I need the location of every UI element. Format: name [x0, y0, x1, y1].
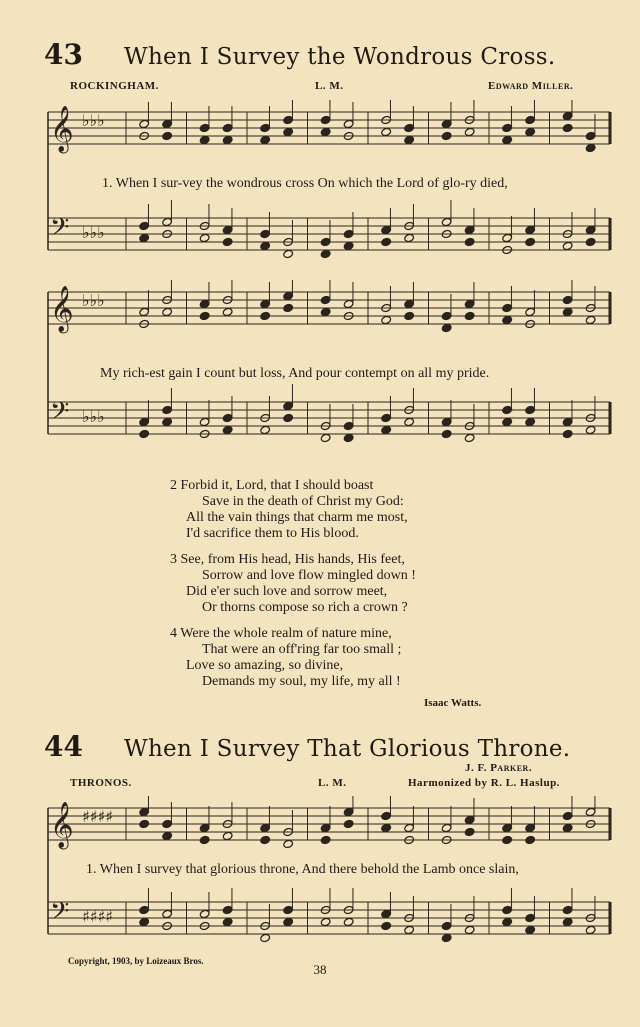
note-head	[283, 917, 294, 926]
note-head	[162, 909, 173, 918]
note-head	[502, 917, 513, 926]
note-head	[502, 835, 513, 844]
note-head	[320, 115, 331, 124]
note-head	[502, 823, 513, 832]
note-head	[464, 127, 475, 136]
verses-block	[170, 478, 490, 700]
note-head	[260, 123, 271, 132]
key-signature-icon: ♭♭♭	[82, 407, 105, 426]
note-head	[343, 229, 354, 238]
note-head	[585, 131, 596, 140]
note-head	[139, 429, 150, 438]
note-head	[283, 249, 294, 258]
note-head	[404, 311, 415, 320]
verse-line: Save in the death of Christ my God:	[202, 494, 404, 509]
note-head	[343, 119, 354, 128]
note-head	[343, 241, 354, 250]
note-head	[441, 217, 452, 226]
note-head	[139, 905, 150, 914]
note-head	[562, 241, 573, 250]
note-head	[199, 135, 210, 144]
note-head	[199, 123, 210, 132]
note-head	[464, 237, 475, 246]
hymn-number: 44	[44, 730, 83, 763]
note-head	[381, 811, 392, 820]
note-head	[222, 413, 233, 422]
note-head	[525, 405, 536, 414]
note-head	[343, 421, 354, 430]
note-head	[162, 217, 173, 226]
note-head	[260, 311, 271, 320]
note-head	[260, 135, 271, 144]
note-head	[199, 909, 210, 918]
note-head	[525, 823, 536, 832]
verse-2	[170, 478, 490, 542]
note-head	[441, 131, 452, 140]
verse-line: Or thorns compose so rich a crown ?	[202, 600, 408, 615]
note-head	[525, 115, 536, 124]
note-head	[283, 303, 294, 312]
note-head	[139, 819, 150, 828]
note-head	[404, 925, 415, 934]
note-head	[320, 237, 331, 246]
note-head	[260, 241, 271, 250]
note-head	[381, 413, 392, 422]
note-head	[199, 823, 210, 832]
composer: J. F. Parker.	[465, 762, 533, 774]
hymn-title: When I Survey the Wondrous Cross.	[124, 44, 556, 70]
note-head	[260, 933, 271, 942]
note-head	[381, 823, 392, 832]
note-head	[441, 429, 452, 438]
note-head	[260, 425, 271, 434]
verse-line: Did e'er such love and sorrow meet,	[186, 584, 388, 599]
note-head	[381, 127, 392, 136]
note-head	[162, 131, 173, 140]
page-number: 38	[313, 962, 327, 977]
note-head	[343, 917, 354, 926]
note-head	[585, 807, 596, 816]
verse-4	[170, 626, 490, 690]
treble-clef-icon: 𝄞	[50, 106, 74, 152]
note-head	[222, 831, 233, 840]
bass-clef-icon: 𝄢	[50, 897, 70, 932]
hymn-number: 43	[44, 38, 83, 71]
note-head	[139, 417, 150, 426]
note-head	[464, 925, 475, 934]
note-head	[562, 123, 573, 132]
note-head	[441, 933, 452, 942]
note-head	[320, 917, 331, 926]
note-head	[199, 835, 210, 844]
note-head	[502, 905, 513, 914]
note-head	[381, 237, 392, 246]
tune-name: ROCKINGHAM.	[70, 80, 159, 92]
harmonizer: Harmonized by R. L. Haslup.	[408, 777, 560, 789]
note-head	[139, 807, 150, 816]
note-head	[283, 839, 294, 848]
note-head	[222, 135, 233, 144]
note-head	[502, 303, 513, 312]
hymn-title: When I Survey That Glorious Throne.	[124, 736, 571, 762]
copyright: Copyright, 1903, by Loizeaux Bros.	[68, 956, 204, 966]
note-head	[404, 135, 415, 144]
note-head	[502, 315, 513, 324]
note-head	[343, 819, 354, 828]
note-head	[585, 143, 596, 152]
note-head	[525, 925, 536, 934]
note-head	[199, 417, 210, 426]
note-head	[283, 291, 294, 300]
note-head	[222, 307, 233, 316]
note-head	[139, 917, 150, 926]
note-head	[162, 819, 173, 828]
note-head	[464, 433, 475, 442]
note-head	[320, 307, 331, 316]
note-head	[320, 823, 331, 832]
meter: L. M.	[315, 80, 344, 92]
bass-staff	[48, 402, 610, 434]
note-head	[562, 111, 573, 120]
note-head	[464, 299, 475, 308]
note-head	[162, 119, 173, 128]
note-head	[320, 433, 331, 442]
note-head	[199, 233, 210, 242]
treble-clef-icon: 𝄞	[50, 802, 74, 848]
verse-line: All the vain things that charm me most,	[186, 510, 408, 525]
key-signature-icon: ♭♭♭	[82, 223, 105, 242]
note-head	[441, 119, 452, 128]
note-head	[404, 233, 415, 242]
note-head	[441, 417, 452, 426]
note-head	[502, 233, 513, 242]
note-head	[139, 233, 150, 242]
note-head	[502, 123, 513, 132]
bass-staff	[48, 218, 610, 250]
note-head	[381, 425, 392, 434]
note-head	[525, 225, 536, 234]
verse-line: Sorrow and love flow mingled down !	[202, 568, 416, 583]
verse-line: Demands my soul, my life, my all !	[202, 674, 401, 689]
note-head	[562, 905, 573, 914]
note-head	[404, 123, 415, 132]
author: Isaac Watts.	[424, 697, 482, 709]
note-head	[320, 295, 331, 304]
note-head	[139, 307, 150, 316]
note-head	[525, 913, 536, 922]
note-head	[502, 417, 513, 426]
lyric-line-1: 1. When I sur-vey the wondrous cross On which the Lord of glo-ry died,	[102, 176, 508, 191]
note-head	[562, 811, 573, 820]
lyric-line-3: 1. When I survey that glorious throne, And there behold the Lamb once slain,	[86, 862, 519, 877]
note-head	[222, 225, 233, 234]
note-head	[162, 831, 173, 840]
note-head	[585, 425, 596, 434]
note-head	[502, 135, 513, 144]
note-head	[502, 405, 513, 414]
tune-name: THRONOS.	[70, 777, 132, 789]
key-signature-icon: ♭♭♭	[82, 111, 105, 130]
verse-3	[170, 552, 490, 616]
note-head	[525, 307, 536, 316]
note-head	[562, 295, 573, 304]
note-head	[381, 921, 392, 930]
note-head	[162, 417, 173, 426]
note-head	[464, 827, 475, 836]
treble-staff	[48, 808, 610, 840]
verse-line: That were an off'ring far too small ;	[202, 642, 402, 657]
note-head	[441, 323, 452, 332]
note-head	[260, 823, 271, 832]
note-head	[222, 425, 233, 434]
note-head	[320, 249, 331, 258]
note-head	[562, 917, 573, 926]
note-head	[139, 119, 150, 128]
note-head	[320, 127, 331, 136]
composer: Edward Miller.	[488, 80, 574, 92]
bass-clef-icon: 𝄢	[50, 397, 70, 432]
lyric-line-2: My rich-est gain I count but loss, And pour contempt on all my pride.	[100, 366, 490, 381]
note-head	[441, 921, 452, 930]
note-head	[283, 905, 294, 914]
note-head	[260, 299, 271, 308]
note-head	[562, 823, 573, 832]
verse-line: I'd sacrifice them to His blood.	[186, 526, 359, 541]
note-head	[525, 417, 536, 426]
note-head	[199, 311, 210, 320]
hymn-44-heading	[44, 730, 610, 763]
note-head	[562, 429, 573, 438]
note-head	[320, 835, 331, 844]
note-head	[585, 315, 596, 324]
note-head	[283, 115, 294, 124]
hymn-43-heading	[44, 38, 610, 71]
note-head	[343, 807, 354, 816]
note-head	[222, 905, 233, 914]
note-head	[525, 127, 536, 136]
note-head	[585, 225, 596, 234]
note-head	[464, 311, 475, 320]
note-head	[139, 221, 150, 230]
note-head	[222, 237, 233, 246]
note-head	[585, 925, 596, 934]
note-head	[562, 307, 573, 316]
note-head	[199, 299, 210, 308]
note-head	[441, 823, 452, 832]
note-head	[162, 307, 173, 316]
note-head	[585, 237, 596, 246]
verse-line: Love so amazing, so divine,	[186, 658, 344, 673]
note-head	[381, 909, 392, 918]
treble-clef-icon: 𝄞	[50, 286, 74, 332]
note-head	[283, 401, 294, 410]
note-head	[404, 823, 415, 832]
note-head	[381, 315, 392, 324]
note-head	[441, 311, 452, 320]
note-head	[464, 815, 475, 824]
note-head	[525, 237, 536, 246]
note-head	[162, 405, 173, 414]
note-head	[404, 417, 415, 426]
key-signature-icon: ♯♯♯♯	[82, 807, 113, 826]
note-head	[381, 225, 392, 234]
key-signature-icon: ♭♭♭	[82, 291, 105, 310]
note-head	[260, 835, 271, 844]
verse-line: 2 Forbid it, Lord, that I should boast	[170, 478, 374, 493]
bass-clef-icon: 𝄢	[50, 213, 70, 248]
verse-line: 3 See, from His head, His hands, His feet,	[170, 552, 405, 567]
note-head	[260, 229, 271, 238]
note-head	[283, 127, 294, 136]
note-head	[464, 225, 475, 234]
note-head	[222, 917, 233, 926]
note-head	[343, 433, 354, 442]
verse-line: 4 Were the whole realm of nature mine,	[170, 626, 392, 641]
note-head	[283, 413, 294, 422]
note-head	[562, 417, 573, 426]
meter: L. M.	[318, 777, 347, 789]
note-head	[525, 835, 536, 844]
key-signature-icon: ♯♯♯♯	[82, 907, 113, 926]
note-head	[222, 123, 233, 132]
note-head	[404, 299, 415, 308]
note-head	[343, 299, 354, 308]
